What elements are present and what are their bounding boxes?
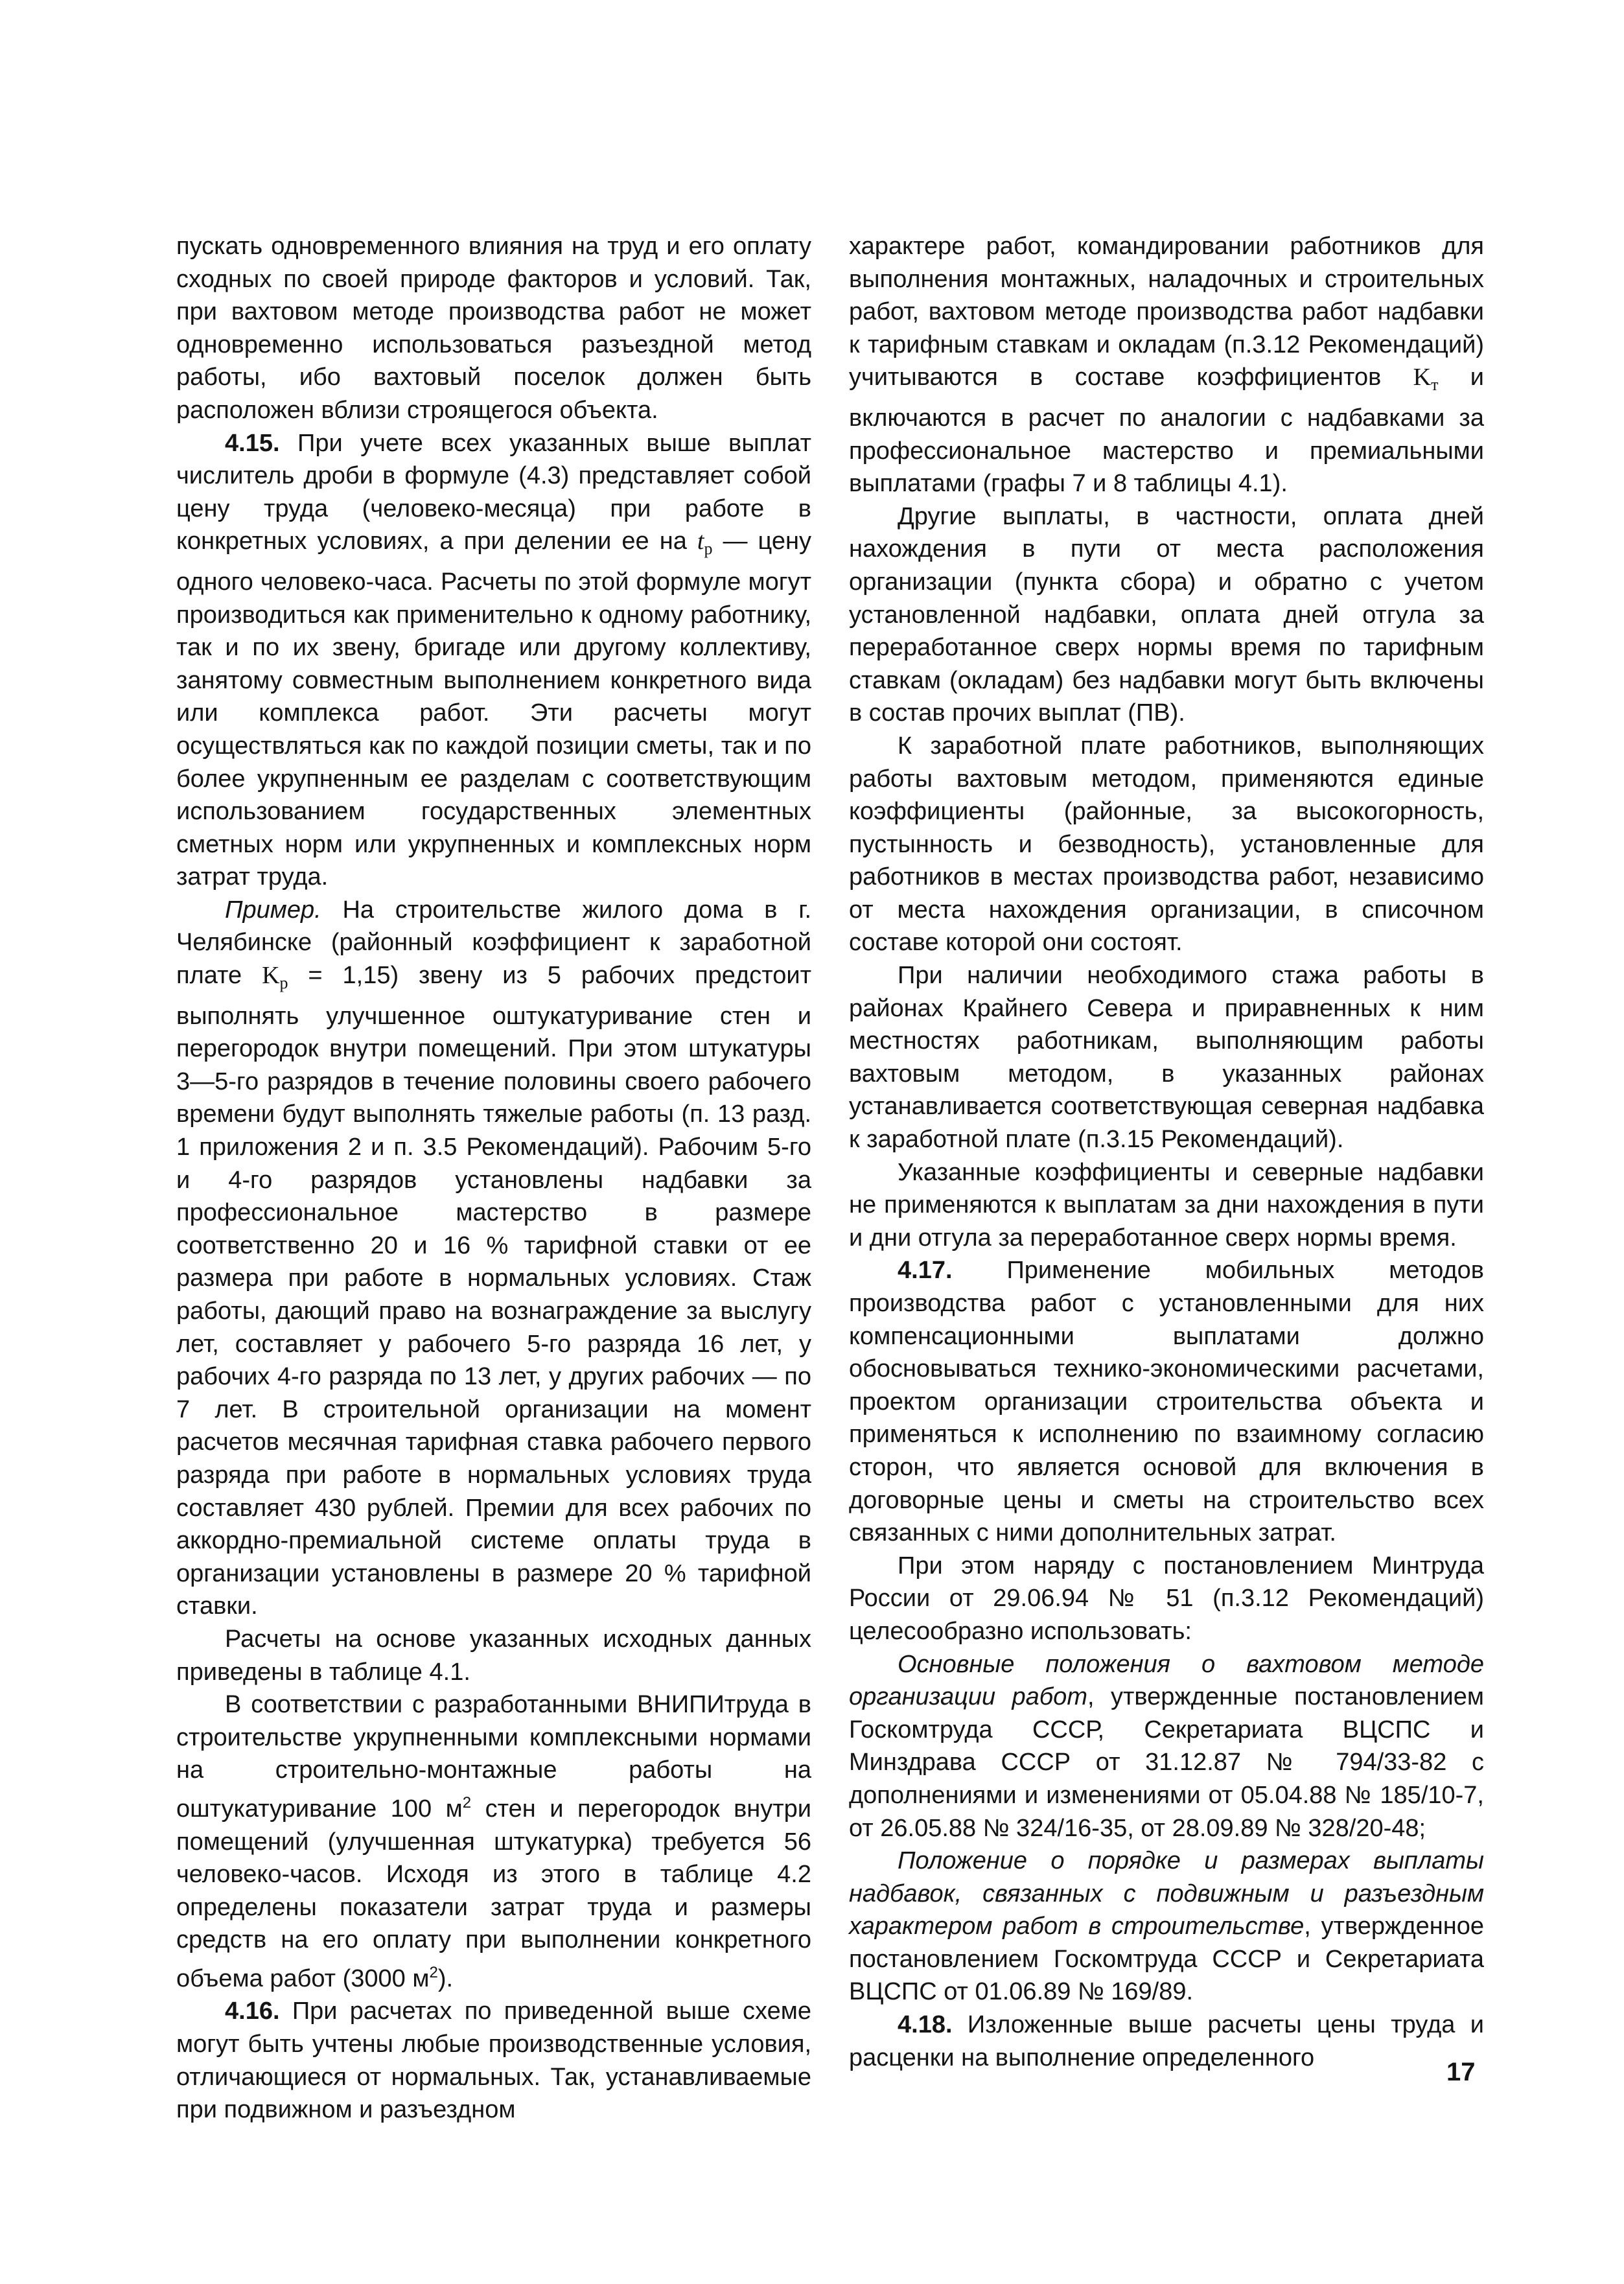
paragraph-text: , утвержденные постановлением Госкомтруда СССР, Секретариата ВЦСПС и Минздрава СССР от 31.12.87 № 794/33-82 с дополнениями и изменениями от 05.04.88 № 185/10-7, от 26.05.88 № 324/16-35, от 28.09.89 № 328/20-48; (849, 1683, 1484, 1842)
superscript: 2 (429, 1963, 438, 1981)
paragraph-text: В соответствии с разработанными ВНИПИтруда в строительстве укрупненными комплексными нормами на строительно-монтажные работы на оштукатуривание 100 м (176, 1691, 811, 1823)
superscript: 2 (462, 1793, 472, 1812)
subscript: т (1431, 375, 1439, 395)
paragraph-text: При этом наряду с постановлением Минтруда России от 29.06.94 № 51 (п.3.12 Рекомендаций) целесообразно использовать: (849, 1552, 1484, 1645)
paragraph-text: К заработной плате работников, выполняющих работы вахтовым методом, применяются единые коэффициенты (районные, за высокогорность, пустынность и безводность), установленные для работников в местах производства работ, независимо от места нахождения организации, в списочном составе которой они состоят. (849, 732, 1484, 957)
paragraph (849, 730, 1484, 959)
section-number: 4.16. (225, 1998, 280, 2025)
paragraph-text: , утвержденное постановлением Госкомтруда СССР и Секретариата ВЦСПС от 01.06.89 № 169/89. (849, 1913, 1484, 2006)
paragraph-text: На строительстве жилого дома в г. Челябинске (районный коэффициент к заработной плате (176, 896, 811, 990)
paragraph (176, 1688, 811, 1995)
paragraph-text: — цену одного человеко-часа. Расчеты по этой формуле могут производиться как применительно к одному работнику, так и по их звену, бригаде или другому коллективу, занятому совместным выполнением конкретного вида или комплекса работ. Эти расчеты могут осуществляться как по каждой позиции сметы, так и по более укрупненным ее разделам с соответствующим использованием государственных элементных сметных норм или укрупненных и комплексных норм затрат труда. (176, 528, 811, 891)
paragraph (849, 1648, 1484, 1845)
paragraph (849, 230, 1484, 500)
paragraph-text: Расчеты на основе указанных исходных данных приведены в таблице 4.1. (176, 1625, 811, 1686)
paragraph-text: пускать одновременного влияния на труд и его оплату сходных по своей природе факторов и условий. Так, при вахтовом методе производства работ не может одновременно использоваться разъездной метод работы, ибо вахтовый поселок должен быть расположен вблизи строящегося объекта. (176, 233, 811, 424)
section-number: 4.17. (898, 1257, 953, 1285)
paragraph (849, 1550, 1484, 1648)
paragraph-text: При учете всех указанных выше выплат числитель дроби в формуле (4.3) представляет собой цену труда (человеко-месяца) при работе в конкретных условиях, а при делении ее на (176, 429, 811, 555)
variable-t: t (697, 528, 704, 555)
paragraph-text: Другие выплаты, в частности, оплата дней нахождения в пути от места расположения организации (пункта сбора) и обратно с учетом установленной надбавки, оплата дней отгула за переработанное сверх нормы время по тарифным ставкам (окладам) без надбавки могут быть включены в состав прочих выплат (ПВ). (849, 502, 1484, 727)
paragraph-4-15 (176, 427, 811, 894)
paragraph-text: Применение мобильных методов производства работ с установленными для них компенсационными выплатами должно обосновываться технико-экономическими расчетами, проектом организации строительства объекта и применяться к исполнению по взаимному согласию сторон, что является основой для включения в договорные цены и сметы на строительство всех связанных с ними дополнительных затрат. (849, 1257, 1484, 1547)
right-column (849, 230, 1484, 2074)
page-number: 17 (1446, 2058, 1476, 2086)
paragraph (176, 1623, 811, 1688)
example-label: Пример. (225, 896, 321, 924)
left-column (176, 230, 811, 2127)
paragraph (176, 230, 811, 427)
paragraph-text: = 1,15) звену из 5 рабочих предстоит выполнять улучшенное оштукатуривание стен и перегородок внутри помещений. При этом штукатуры 3—5-го разрядов в течение половины своего рабочего времени будут выполнять тяжелые работы (п. 13 разд. 1 приложения 2 и п. 3.5 Рекомендаций). Рабочим 5-го и 4-го разрядов установлены надбавки за профессиональное мастерство в размере соответственно 20 и 16 % тарифной ставки от ее размера при работе в нормальных условиях. Стаж работы, дающий право на вознаграждение за выслугу лет, составляет у рабочего 5-го разряда 16 лет, у рабочих 4-го разряда по 13 лет, у других рабочих — по 7 лет. В строительной организации на момент расчетов месячная тарифная ставка рабочего первого разряда при работе в нормальных условиях труда составляет 430 рублей. Премии для всех рабочих по аккордно-премиальной системе оплаты труда в организации установлены в размере 20 % тарифной ставки. (176, 962, 811, 1620)
paragraph-4-18 (849, 2009, 1484, 2074)
paragraph-text: При наличии необходимого стажа работы в районах Крайнего Севера и приравненных к ним местностях работникам, выполняющим работы вахтовым методом, в указанных районах устанавливается соответствующая северная надбавка к заработной плате (п.3.15 Рекомендаций). (849, 962, 1484, 1154)
paragraph-text: Изложенные выше расчеты цены труда и расценки на выполнение определенного (849, 2011, 1484, 2071)
paragraph (849, 959, 1484, 1156)
example-paragraph (176, 894, 811, 1623)
document-title: Положение о порядке и размерах выплаты надбавок, связанных с подвижным и разъездным характером работ в строительстве (849, 1847, 1484, 1940)
paragraph (849, 500, 1484, 730)
paragraph-text: Указанные коэффициенты и северные надбавки не применяются к выплатам за дни нахождения в пути и дни отгула за переработанное сверх нормы время. (849, 1158, 1484, 1252)
paragraph-text: ). (437, 1964, 454, 1992)
section-number: 4.18. (898, 2011, 953, 2039)
paragraph-4-17 (849, 1254, 1484, 1549)
paragraph (849, 1156, 1484, 1255)
paragraph-text: стен и перегородок внутри помещений (улучшенная штукатурка) требуется 56 человеко-часов. Исходя из этого в таблице 4.2 определены показатели затрат труда и размеры средств на его оплату при выполнении конкретного объема работ (3000 м (176, 1795, 812, 1992)
coefficient-k: K (1413, 364, 1432, 391)
paragraph-text: При расчетах по приведенной выше схеме могут быть учтены любые производственные условия, отличающиеся от нормальных. Так, устанавливаемые при подвижном и разъездном (176, 1998, 811, 2124)
paragraph-text: характере работ, командировании работников для выполнения монтажных, наладочных и строительных работ, вахтовом методе производства работ надбавки к тарифным ставкам и окладам (п.3.12 Рекомендаций) учитываются в составе коэффициентов (849, 233, 1484, 391)
section-number: 4.15. (225, 429, 280, 457)
document-title: Основные положения о вахтовом методе организации работ (849, 1650, 1484, 1711)
subscript: р (704, 539, 713, 559)
paragraph (849, 1845, 1484, 2009)
paragraph-4-16 (176, 1995, 811, 2126)
coefficient-k: K (262, 962, 280, 990)
subscript: р (279, 973, 288, 993)
paragraph-text: и включаются в расчет по аналогии с надбавками за профессиональное мастерство и премиальными выплатами (графы 7 и 8 таблицы 4.1). (849, 364, 1484, 498)
